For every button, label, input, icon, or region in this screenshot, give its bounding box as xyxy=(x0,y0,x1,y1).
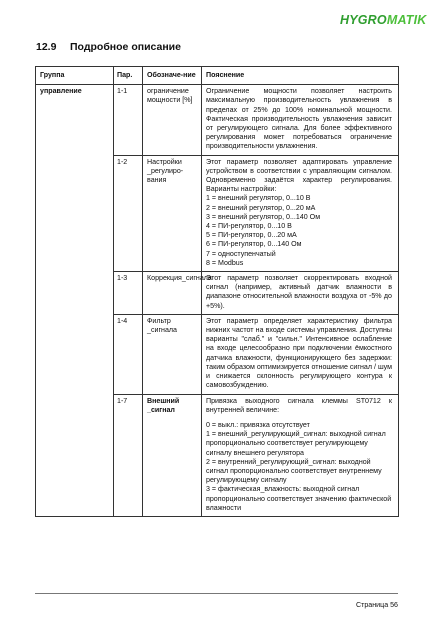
header-desc: Пояснение xyxy=(202,67,399,85)
option-line: 3 = фактическая_влажность: выходной сигнал пропорционально соответствует значению фактической влажности xyxy=(206,485,392,512)
section-title: Подробное описание xyxy=(70,41,181,53)
option-line: 2 = внешний регулятор, 0...20 мА xyxy=(206,203,316,212)
footer-divider xyxy=(35,593,398,594)
group-cell xyxy=(36,394,114,516)
header-par: Пар. xyxy=(114,67,143,85)
name-cell: Внешний _сигнал xyxy=(143,394,202,516)
desc-cell: Этот параметр определяет характеристику фильтра нижних частот на входе системы управления. Доступны варианты "слаб." и "сильн." Интенсивное ослабление на входе целесообразно при подключении ёмкостного датчика влажности, функционирующего без задержки: таким образом оптимизируется отношение сигнал / шум и снижается склонность регулирующего контура к самовозбуждению. xyxy=(202,314,399,394)
desc-options xyxy=(206,421,392,513)
desc-cell: Ограничение мощности позволяет настроить максимальную производительность увлажнения в пределах от 25% до 100% номинальной мощности. Фактическая производительность увлажнения зависит от регулирующего сигнала. Для более эффективного регулирования может потребоваться ограничение производительности увлажнения. xyxy=(202,85,399,155)
option-line: 3 = внешний регулятор, 0...140 Ом xyxy=(206,212,321,221)
option-line: 7 = одноступенчатый xyxy=(206,249,276,258)
option-line: 6 = ПИ-регулятор, 0...140 Ом xyxy=(206,240,302,249)
parameter-table xyxy=(35,66,399,517)
par-cell: 1-1 xyxy=(114,85,143,155)
table-header-row xyxy=(36,67,399,85)
desc-intro: Этот параметр позволяет адаптировать управление устройством в соответствии с управляющим сигналом. Одновременно задаётся характер регулирования. Варианты настройки: xyxy=(206,157,392,194)
option-line: 1 = внешний_регулирующий_сигнал: выходной сигнал пропорционально соответствует регулирующему сигналу внешнего регулятора xyxy=(206,430,386,457)
par-cell: 1-7 xyxy=(114,394,143,516)
par-cell: 1-3 xyxy=(114,272,143,315)
name-cell: Настройки _регулиро-вания xyxy=(143,155,202,271)
par-cell: 1-2 xyxy=(114,155,143,271)
group-cell xyxy=(36,272,114,315)
option-line: 1 = внешний регулятор, 0...10 В xyxy=(206,194,311,203)
name-cell: Фильтр _сигнала xyxy=(143,314,202,394)
section-heading xyxy=(36,41,181,53)
hygromatik-logo: HYGROMATIK xyxy=(340,13,427,27)
section-number: 12.9 xyxy=(36,41,57,53)
option-line: 4 = ПИ-регулятор, 0...10 В xyxy=(206,222,292,231)
desc-cell xyxy=(202,155,399,271)
group-cell: управление xyxy=(36,85,114,155)
header-group: Группа xyxy=(36,67,114,85)
header-name: Обозначе-ние xyxy=(143,67,202,85)
table-row xyxy=(36,394,399,516)
table-row xyxy=(36,155,399,271)
name-cell: Коррекция_сигнала xyxy=(143,272,202,315)
page-number: Страница 56 xyxy=(355,601,398,609)
table-row xyxy=(36,314,399,394)
table-row xyxy=(36,272,399,315)
option-line: 0 = выкл.: привязка отсутствует xyxy=(206,420,310,429)
group-cell xyxy=(36,155,114,271)
option-line: 8 = Modbus xyxy=(206,258,244,267)
option-line: 5 = ПИ-регулятор, 0...20 мА xyxy=(206,231,297,240)
option-line: 2 = внутренний_регулирующий_сигнал: выходной сигнал пропорционально соответствует внутреннему регулирующему сигналу xyxy=(206,457,382,485)
name-cell: ограничение мощности [%] xyxy=(143,85,202,155)
group-cell xyxy=(36,314,114,394)
desc-cell xyxy=(202,394,399,516)
desc-cell: Этот параметр позволяет скорректировать входной сигнал (например, активный датчик влажности в диапазоне относительной влажности воздуха от -5% до +5%). xyxy=(202,272,399,315)
desc-intro: Привязка выходного сигнала клеммы ST0712 к внутренней величине: xyxy=(206,396,392,414)
table-row xyxy=(36,85,399,155)
par-cell: 1-4 xyxy=(114,314,143,394)
